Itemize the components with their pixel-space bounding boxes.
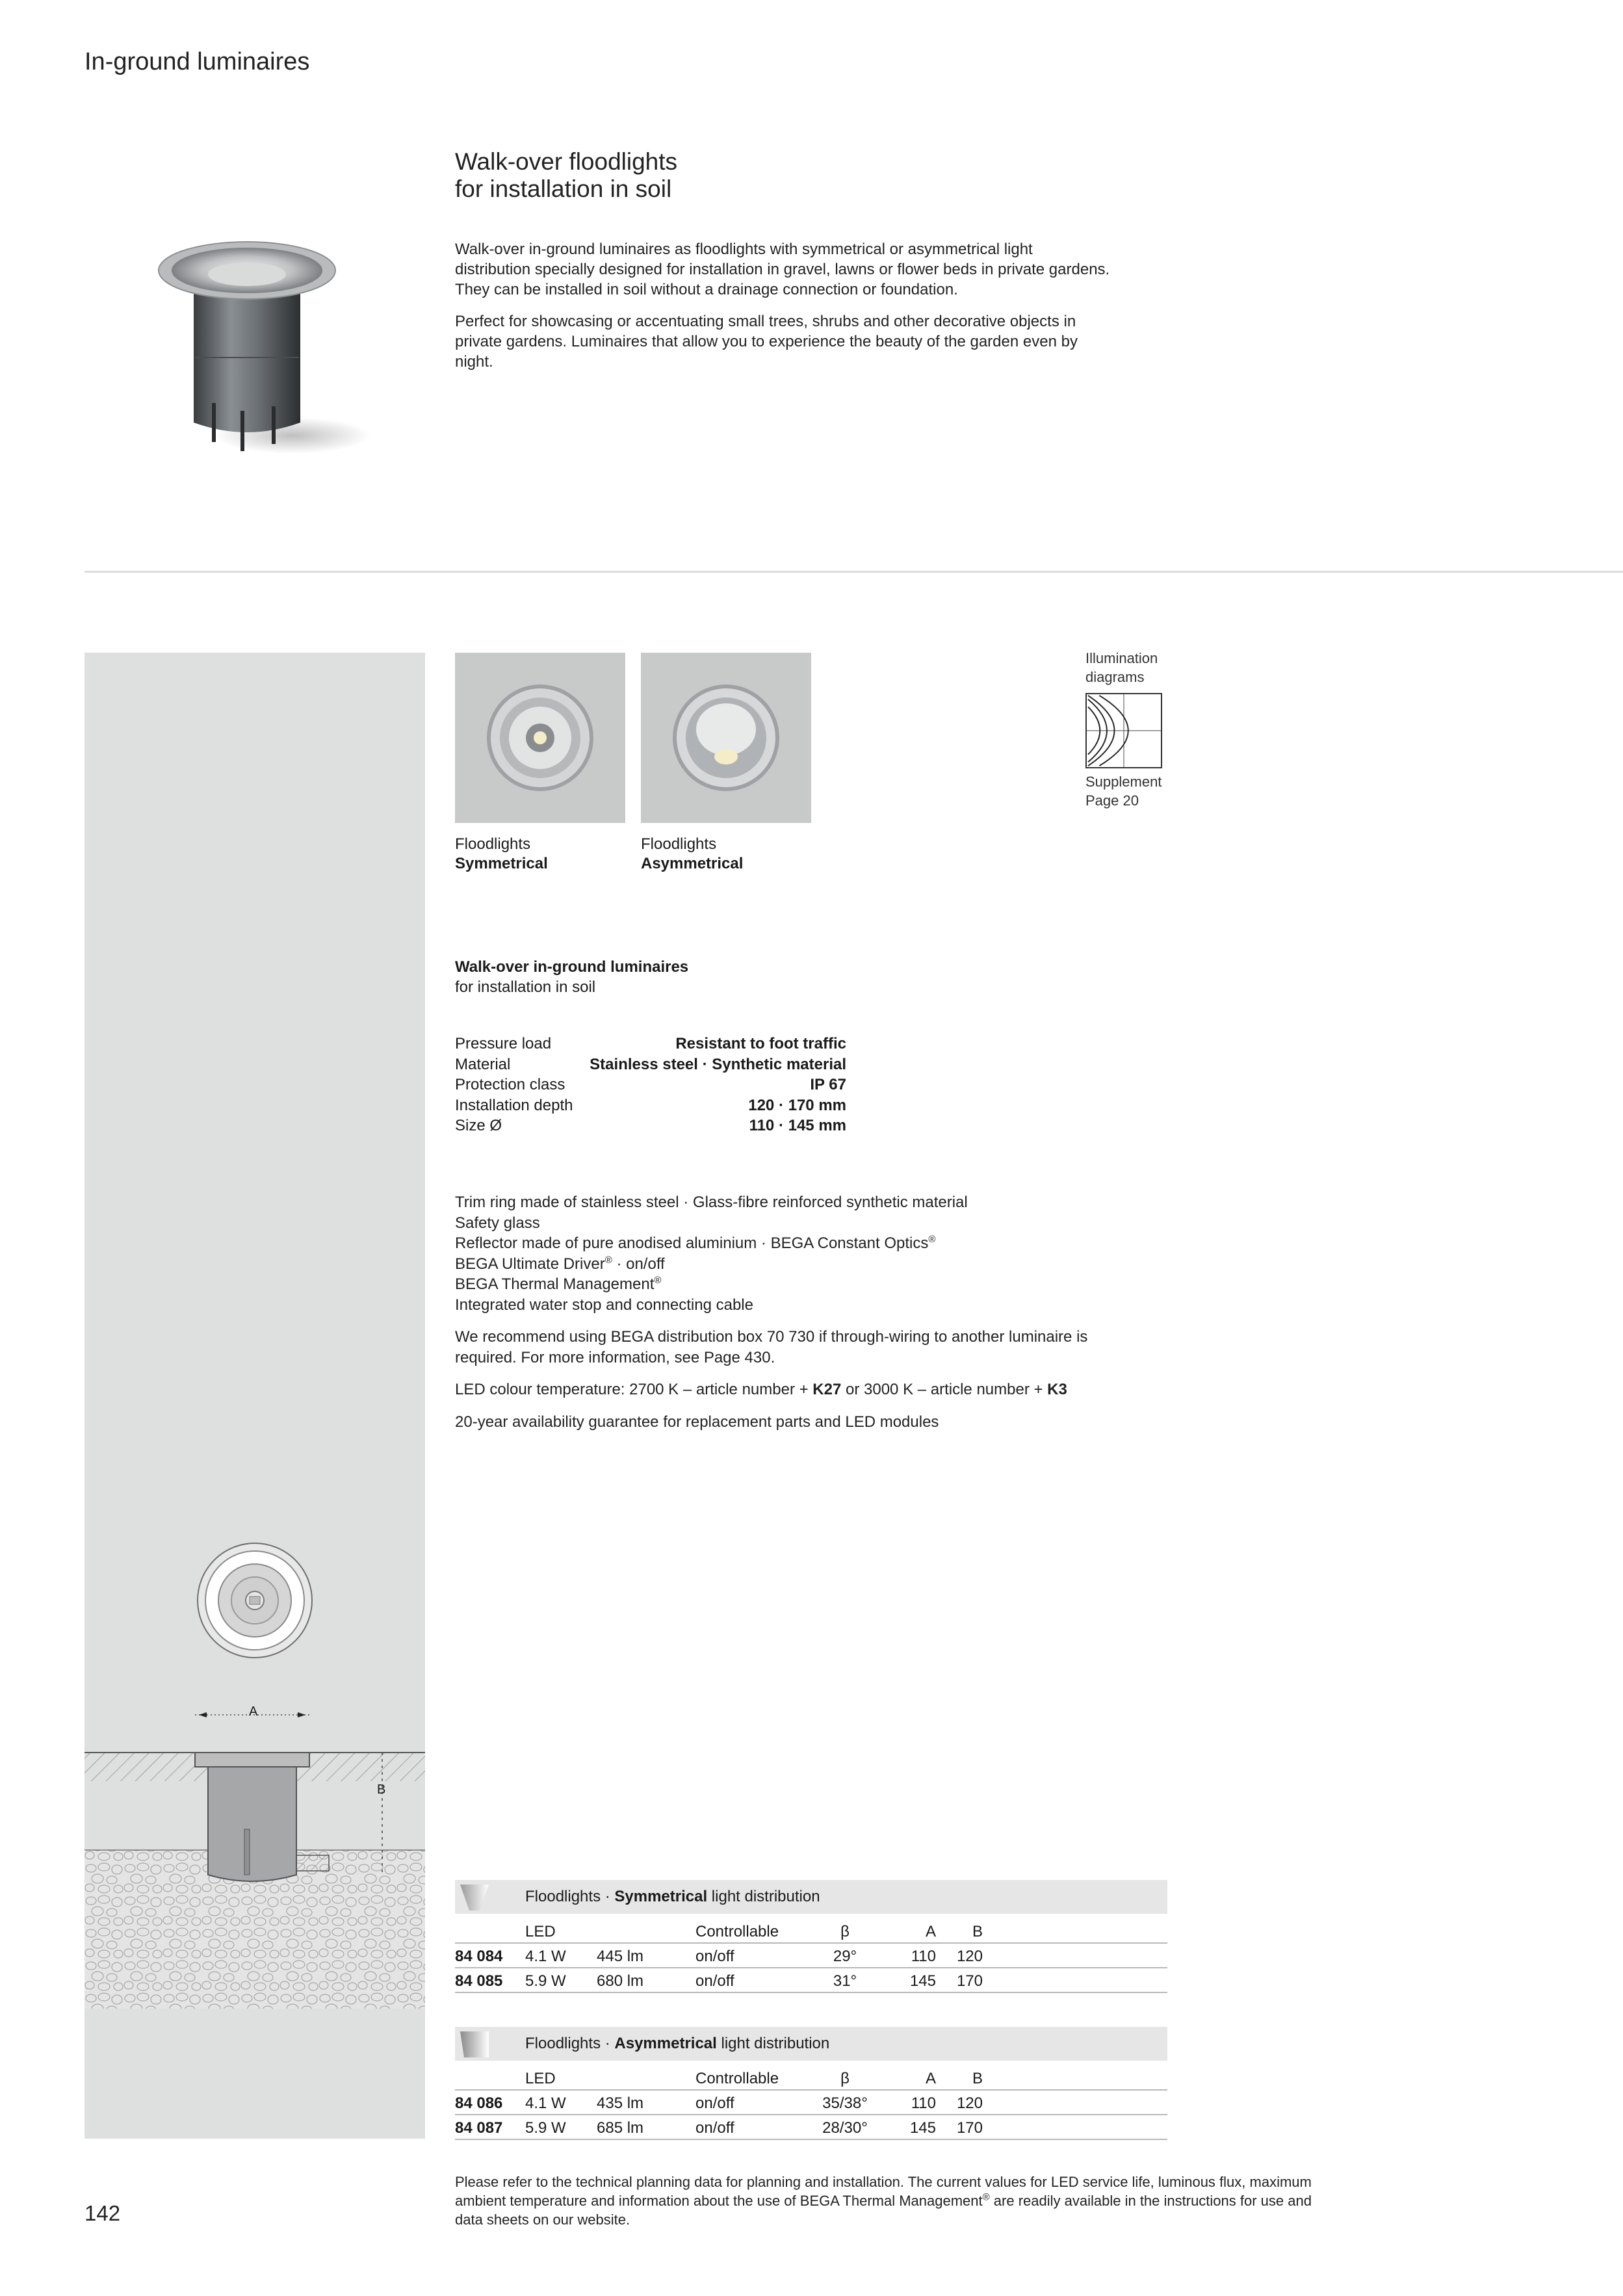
asymmetrical-beam-icon: [458, 2030, 490, 2059]
asymmetrical-table: [455, 2027, 1167, 2140]
section-divider: [84, 571, 1623, 573]
dimension-b-label: B: [377, 1782, 386, 1797]
colour-temperature-text: LED colour temperature: 2700 K – article number + K27 or 3000 K – article number + K3: [455, 1381, 1067, 1398]
table-row: 84 084 4.1 W 445 lm on/off 29° 110 120: [455, 1944, 1167, 1968]
top-view-drawing: [195, 1541, 315, 1660]
features-list: Trim ring made of stainless steel · Glass-fibre reinforced synthetic material Safety glass Reflector made of pure anodised aluminium · BEGA Constant Optics® BEGA Ultimate Driver® · on/off BEGA Thermal Management® Integrated water stop and connecting cable We recommend using BEGA distribution box 70 730 if through-wiring to another luminaire is required. For more information, see Page 430. LED colour temperature: 2700 K – article number + K27 or 3000 K – article number + K3 20-year availability guarantee for replacement parts and LED modules: [455, 1192, 1144, 1432]
symmetrical-variant-image: [455, 653, 625, 823]
asymmetrical-caption: Floodlights Asymmetrical: [641, 835, 744, 872]
spec-row: Material Stainless steel · Synthetic material: [455, 1055, 846, 1073]
table-row: 84 086 4.1 W 435 lm on/off 35/38° 110 120: [455, 2091, 1167, 2115]
dimension-a-label: A: [249, 1704, 258, 1719]
spec-row: Pressure load Resistant to foot traffic: [455, 1035, 846, 1052]
asymmetrical-variant-image: [641, 653, 811, 823]
section-view-drawing: [84, 1699, 425, 2009]
illumination-diagram-icon: [1085, 693, 1162, 768]
supplement-reference: Supplement Page 20: [1085, 774, 1162, 809]
product-heading: Walk-over in-ground luminaires for installation in soil: [455, 958, 689, 996]
luminaire-product-image: [156, 241, 377, 468]
footnote: Please refer to the technical planning data for planning and installation. The current values for LED service life, luminous flux, maximum ambient temperature and information about the use of BEGA Thermal Management® are readily available in the instructions for use and data sheets on our website.: [455, 2174, 1312, 2228]
symmetrical-table: [455, 1880, 1167, 1993]
table-title-band: Floodlights · Asymmetrical light distribution: [455, 2027, 1167, 2061]
technical-drawing-panel: [84, 653, 425, 2139]
illumination-label: Illumination diagrams: [1085, 650, 1158, 685]
table-header-row: LED Controllable β A B: [455, 1919, 1167, 1944]
page-number: 142: [84, 2201, 121, 2225]
table-header-row: LED Controllable β A B: [455, 2066, 1167, 2091]
section-title: In-ground luminaires: [84, 48, 310, 75]
table-row: 84 087 5.9 W 685 lm on/off 28/30° 145 170: [455, 2115, 1167, 2140]
guarantee-text: 20-year availability guarantee for replacement parts and LED modules: [455, 1413, 939, 1431]
intro-paragraph-1: Walk-over in-ground luminaires as floodlights with symmetrical or asymmetrical light distribution specially designed for installation in gravel, lawns or flower beds in private gardens. They can be installed in soil without a drainage connection or foundation.: [455, 241, 1110, 298]
specifications-list: [455, 1034, 846, 1136]
page-title: Walk-over floodlights for installation in soil: [455, 148, 678, 202]
symmetrical-beam-icon: [458, 1883, 490, 1912]
spec-row: Protection class IP 67: [455, 1076, 846, 1093]
intro-text: [455, 239, 1111, 384]
table-row: 84 085 5.9 W 680 lm on/off 31° 145 170: [455, 1968, 1167, 1993]
symmetrical-caption: Floodlights Symmetrical: [455, 835, 548, 872]
spec-row: Installation depth 120 · 170 mm: [455, 1096, 846, 1114]
spec-row: Size Ø 110 · 145 mm: [455, 1117, 846, 1134]
table-title-band: Floodlights · Symmetrical light distribution: [455, 1880, 1167, 1914]
recommendation-text: We recommend using BEGA distribution box 70 730 if through-wiring to another luminaire is required. For more information, see Page 430.: [455, 1328, 1088, 1366]
intro-paragraph-2: Perfect for showcasing or accentuating small trees, shrubs and other decorative objects in private gardens. Luminaires that allow you to experience the beauty of the garden even by night.: [455, 313, 1078, 371]
